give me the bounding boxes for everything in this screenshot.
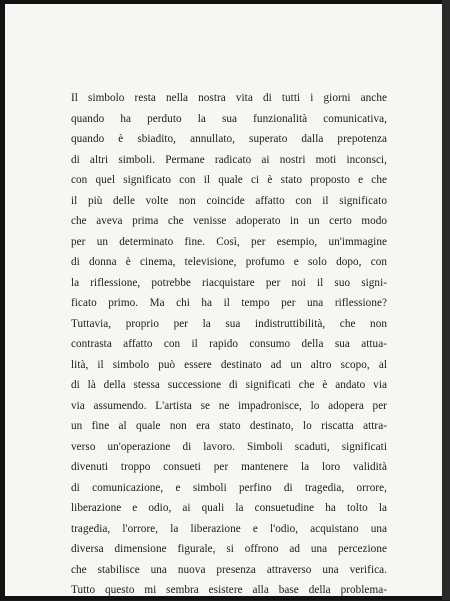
text-line: il più delle volte non coincide affatto con il significato [71,194,387,207]
text-line: Tuttavia, proprio per la sua indistruttibilità, che non [71,317,387,330]
text-line: quando è sbiadito, annullato, superato dalla prepotenza [71,133,387,145]
text-line: tragedia, l'orrore, la liberazione e l'odio, acquistano una [71,522,387,535]
text-line: che stabilisce una nuova presenza attraverso una verifica. [71,563,387,576]
paper-page [5,4,442,596]
text-line: di donna è cinema, televisione, profumo e solo dopo, con [71,256,387,268]
text-line: ficato primo. Ma chi ha il tempo per una riflessione? [71,297,387,309]
text-line: di altri simboli. Permane radicato ai nostri moti inconsci, [71,153,387,166]
body-text-paragraph [71,88,387,601]
text-line: per un determinato fine. Così, per esempio, un'immagine [71,235,387,248]
scan-edge-shadow [442,0,450,600]
text-line: via assumendo. L'artista se ne impadronisce, lo adopera per [71,399,387,412]
text-line: un fine al quale non era stato destinato, lo riscatta attra- [71,420,387,432]
text-line: lità, il simbolo può essere destinato ad un altro scopo, al [71,358,387,371]
text-line: divenuti troppo consueti per mantenere la loro validità [71,461,387,473]
text-line: con quel significato con il quale ci è stato proposto e che [71,174,387,186]
text-line: diversa dimensione figurale, si offrono ad una percezione [71,543,387,555]
text-line: verso un'operazione di lavoro. Simboli scaduti, significati [71,440,387,453]
text-line: che aveva prima che venisse adoperato in un certo modo [71,215,387,227]
text-line: quando ha perduto la sua funzionalità comunicativa, [71,112,387,125]
text-line: la riflessione, potrebbe riacquistare per noi il suo signi- [71,276,387,289]
text-line: di là della stessa successione di significati che è andato via [71,379,387,391]
text-line: Tutto questo mi sembra esistere alla base della problema- [71,584,387,596]
text-line: liberazione e odio, ai quali la consuetudine ha tolto la [71,502,387,514]
text-line: di comunicazione, e simboli perfino di tragedia, orrore, [71,481,387,494]
text-line: Il simbolo resta nella nostra vita di tutti i giorni anche [71,92,387,104]
text-line: contrasta affatto con il rapido consumo della sua attua- [71,338,387,350]
